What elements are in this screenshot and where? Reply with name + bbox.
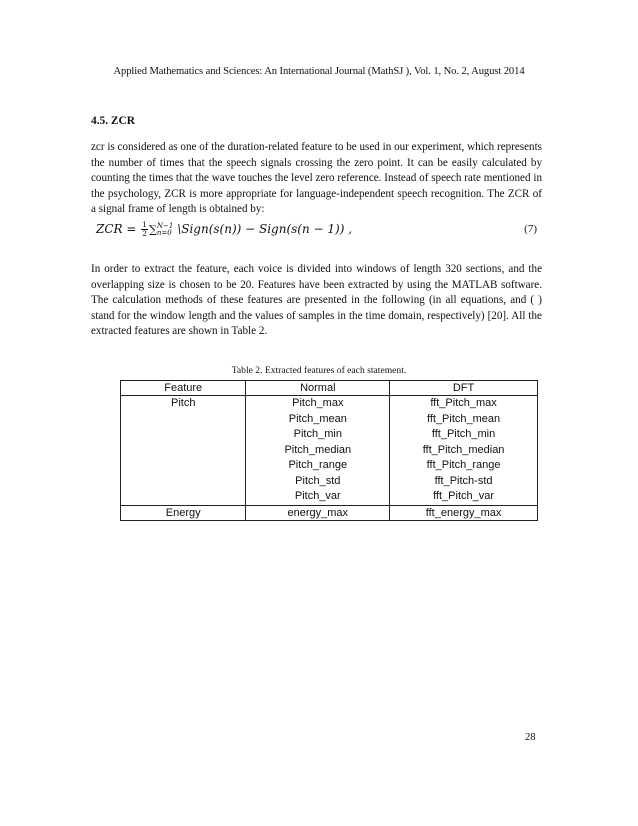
table-header-row — [121, 381, 538, 396]
header-feature: Feature — [121, 381, 246, 396]
dft-feature-name: fft_energy_max — [425, 506, 502, 519]
section-heading: 4.5. ZCR — [91, 115, 135, 127]
equation-formula — [96, 221, 352, 238]
cell-dft-energy — [390, 505, 538, 520]
sum-upper-limit: N−1 — [156, 221, 174, 230]
equation-zcr — [91, 221, 542, 241]
fraction-numerator: 1 — [142, 220, 148, 229]
feature-label: Energy — [165, 506, 201, 519]
dft-feature-name: fft_Pitch_var — [433, 490, 495, 502]
normal-feature-name: energy_max — [287, 506, 349, 519]
dft-feature-name: fft_Pitch_max — [430, 397, 497, 409]
dft-feature-name: fft_Pitch_min — [431, 428, 496, 440]
normal-feature-name: Pitch_mean — [288, 412, 347, 425]
normal-feature-name: Pitch_std — [295, 474, 341, 487]
header-dft: DFT — [390, 381, 538, 396]
cell-dft-pitch — [390, 396, 538, 506]
sum-lower-limit: n=0 — [156, 228, 172, 237]
paragraph-zcr-definition: zcr is considered as one of the duration-related feature to be used in our experiment, which represents the number of times that the speech signals crossing the zero point. It can be easily calculated by counting the times that the wave touches the level zero reference. Instead of speech rate mentioned in the psychology, ZCR is more appropriate for language-independent speech recognition. The ZCR of a signal frame of length is obtained by: — [91, 141, 542, 215]
cell-feature-energy — [121, 505, 246, 520]
dft-feature-name: fft_Pitch-std — [434, 474, 493, 487]
normal-feature-name: Pitch_max — [292, 397, 344, 409]
dft-feature-name: fft_Pitch_mean — [426, 412, 501, 425]
page-number: 28 — [525, 732, 536, 743]
equation-lhs: ZCR = — [96, 222, 137, 236]
header-normal: Normal — [246, 381, 390, 396]
dft-feature-name: fft_Pitch_range — [426, 459, 501, 471]
normal-feature-name: Pitch_median — [284, 443, 352, 456]
cell-normal-energy — [246, 505, 390, 520]
feature-label: Pitch — [171, 397, 196, 409]
dft-feature-name: fft_Pitch_median — [422, 443, 505, 456]
equation-fraction — [141, 221, 148, 238]
paragraph-feature-extraction: In order to extract the feature, each voice is divided into windows of length 320 sections, and the overlapping size is chosen to be 20. Features have been extracted by using the MATLAB software. The calculation methods of these features are presented in the following (in all equations, and ( ) stand for the window length and the values of samples in the time domain, respectively) [20]. All the extracted features are shown in Table 2. — [91, 263, 542, 337]
normal-feature-name: Pitch_min — [293, 428, 342, 440]
sum-symbol: ∑ — [149, 223, 157, 236]
fraction-denominator: 2 — [142, 229, 148, 238]
table-caption: Table 2. Extracted features of each statement. — [231, 365, 407, 376]
features-table — [120, 380, 538, 521]
cell-feature-pitch — [121, 396, 246, 506]
table-row — [121, 505, 538, 520]
table-row — [121, 396, 538, 506]
normal-feature-name: Pitch_range — [288, 459, 348, 471]
equation-number: (7) — [524, 223, 537, 235]
cell-normal-pitch — [246, 396, 390, 506]
sum-limits — [157, 223, 173, 237]
equation-body: \Sign(s(n)) − Sign(s(n − 1)) , — [177, 222, 353, 236]
running-header: Applied Mathematics and Sciences: An International Journal (MathSJ ), Vol. 1, No. 2, August 2014 — [113, 66, 525, 77]
normal-feature-name: Pitch_var — [294, 490, 341, 502]
